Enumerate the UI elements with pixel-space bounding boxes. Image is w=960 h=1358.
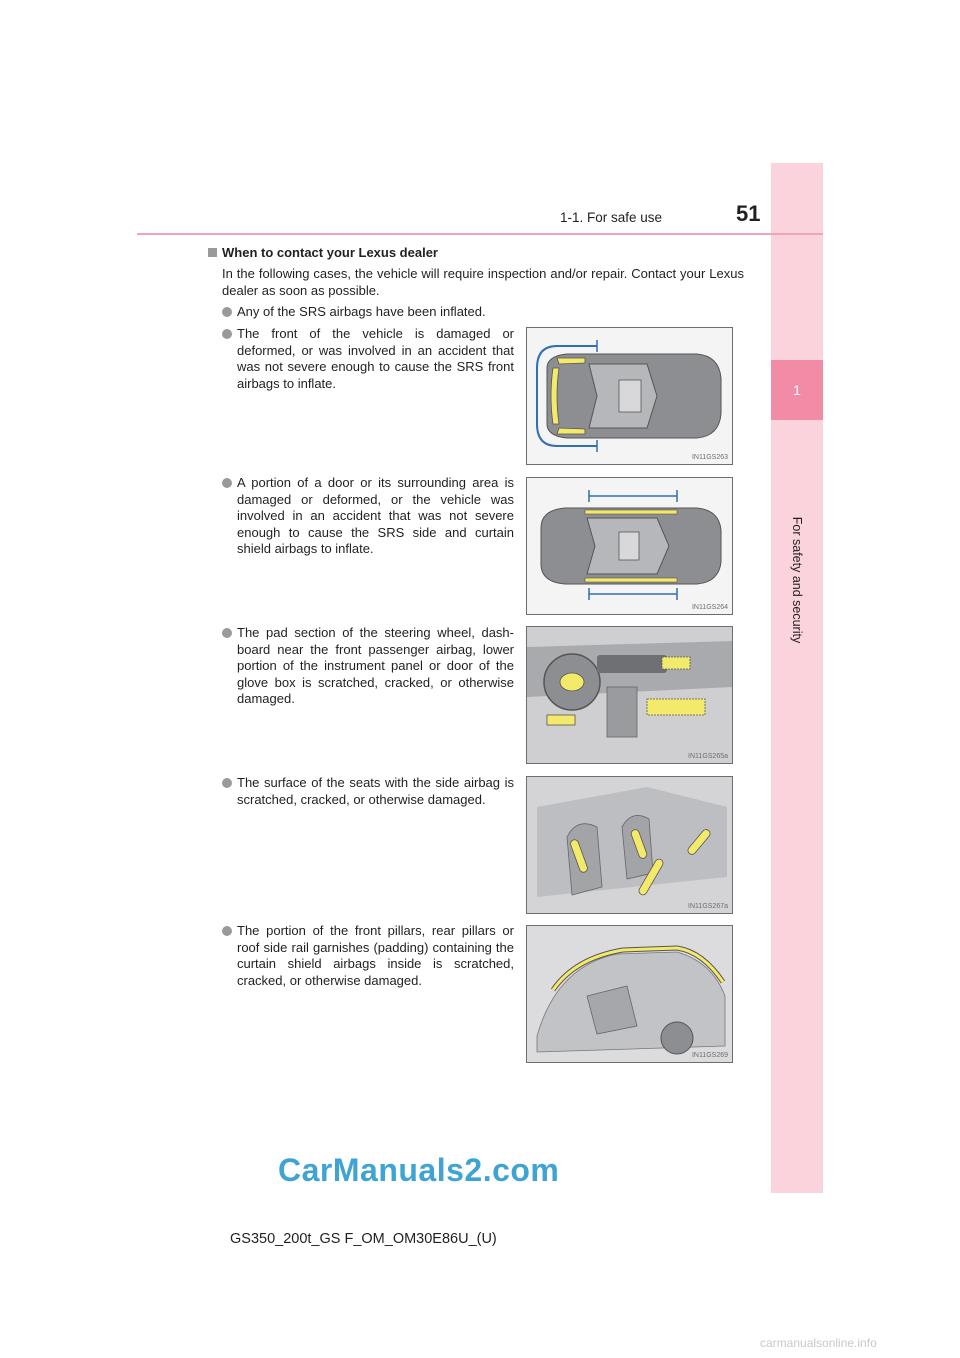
figure-code: IN11GS263 [691,454,728,461]
bullet-dot-icon [222,478,232,488]
list-item [222,625,514,708]
watermark: CarManuals2.com [278,1152,560,1188]
chapter-number: 1 [771,360,823,420]
section-heading-text: When to contact your Lexus dealer [222,245,438,260]
dashboard-illustration [527,627,732,763]
car-top-view-illustration [527,328,732,464]
chapter-label: For safety and security [790,516,804,644]
list-item [222,475,514,558]
header-rule [137,233,823,235]
figure-code: IN11GS264 [691,604,728,611]
side-tab [771,163,823,1193]
section-title: 1-1. For safe use [560,210,663,225]
list-item-text: Any of the SRS airbags have been inflated. [237,304,486,319]
list-item-text: The portion of the front pillars, rear pillars or roof side rail garnishes (padding) containing the curtain shield airbags inside is scratched, cracked, or otherwise damaged. [237,923,514,988]
pillars-illustration [527,926,732,1062]
figure-front-damage [526,327,733,465]
section-heading [208,245,438,260]
footer-code: GS350_200t_GS F_OM_OM30E86U_(U) [230,1231,497,1247]
square-bullet-icon [208,248,217,257]
bullet-dot-icon [222,628,232,638]
intro-paragraph: In the following cases, the vehicle will require inspection and/or repair. Contact your Lexus dealer as soon as possible. [222,266,744,298]
bullet-dot-icon [222,926,232,936]
seats-illustration [527,777,732,913]
list-item-text: The surface of the seats with the side airbag is scratched, cracked, or otherwise damaged. [237,775,514,807]
bullet-dot-icon [222,307,232,317]
list-item [222,304,712,321]
figure-pillars [526,925,733,1063]
list-item-text: The front of the vehicle is damaged or deformed, or was involved in an accident that was not severe enough to cause the SRS front airbags to inflate. [237,326,514,391]
list-item [222,326,514,392]
figure-code: IN11GS265a [688,753,728,760]
list-item [222,923,514,989]
list-item-text: The pad section of the steering wheel, dash-board near the front passenger airbag, lower portion of the instrument panel or door of the glove box is scratched, cracked, or otherwise damaged. [237,625,514,706]
watermark-small: carmanualsonline.info [760,1336,877,1350]
page-number: 51 [736,201,761,226]
figure-code: IN11GS267a [688,903,728,910]
figure-side-damage [526,477,733,615]
list-item-text: A portion of a door or its surrounding area is damaged or deformed, or the vehicle was involved in an accident that was not severe enough to cause the SRS side and curtain shield airbags to inflate. [237,475,514,556]
car-side-damage-illustration [527,478,732,614]
figure-dashboard [526,626,733,764]
figure-code: IN11GS269 [691,1052,728,1059]
bullet-dot-icon [222,778,232,788]
figure-seats [526,776,733,914]
list-item [222,775,514,808]
bullet-dot-icon [222,329,232,339]
